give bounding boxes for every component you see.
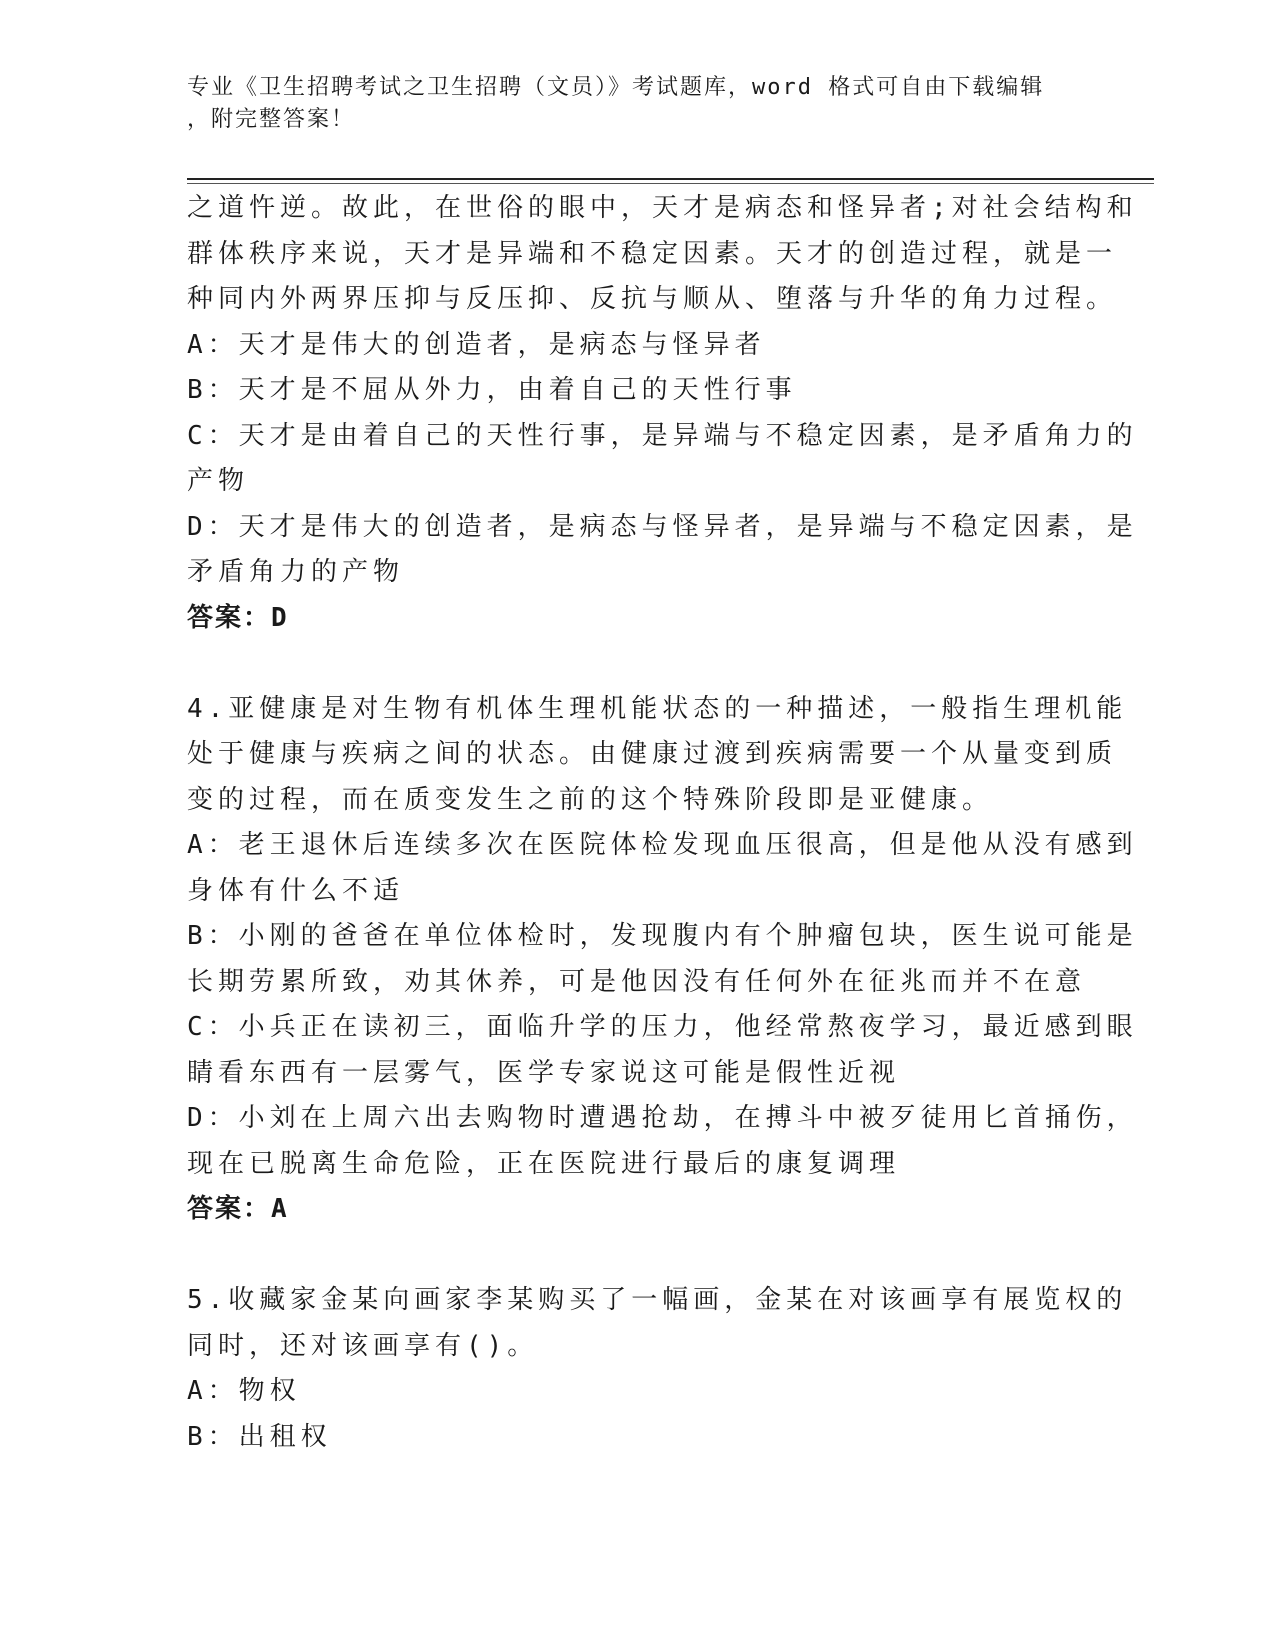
- option-b-continued: 长期劳累所致，劝其休养，可是他因没有任何外在征兆而并不在意: [187, 966, 1087, 997]
- page-header: [187, 72, 1067, 136]
- header-divider: [187, 178, 1154, 180]
- option-b: B：小刚的爸爸在单位体检时，发现腹内有个肿瘤包块，医生说可能是: [187, 921, 1138, 951]
- question-text-line: 变的过程，而在质变发生之前的这个特殊阶段即是亚健康。: [187, 784, 994, 815]
- question-text-line: 同时，还对该画享有()。: [187, 1330, 539, 1361]
- header-divider-secondary: [187, 183, 1154, 184]
- question-3: [187, 186, 1138, 641]
- question-4: [187, 687, 1138, 1233]
- option-a: A：天才是伟大的创造者，是病态与怪异者: [187, 329, 766, 360]
- question-text-line: 种同内外两界压抑与反压抑、反抗与顺从、堕落与升华的角力过程。: [187, 284, 1118, 314]
- document-body: [187, 186, 1138, 1460]
- question-text-line: 之道忤逆。故此，在世俗的眼中，天才是病态和怪异者;对社会结构和: [187, 193, 1138, 223]
- header-line-2: ，附完整答案！: [187, 107, 356, 132]
- answer: 答案：D: [187, 602, 289, 633]
- option-a: A：物权: [187, 1376, 301, 1406]
- option-a-continued: 身体有什么不适: [187, 875, 405, 906]
- question-text-line: 群体秩序来说，天才是异端和不稳定因素。天才的创造过程，就是一: [187, 238, 1118, 269]
- option-d: D：天才是伟大的创造者，是病态与怪异者，是异端与不稳定因素，是: [187, 511, 1138, 542]
- option-c-continued: 产物: [187, 466, 250, 496]
- question-text-line: 4.亚健康是对生物有机体生理机能状态的一种描述，一般指生理机能: [187, 693, 1128, 724]
- header-line-1: 专业《卫生招聘考试之卫生招聘（文员）》考试题库，word 格式可自由下载编辑: [187, 75, 1045, 100]
- question-text-line: 处于健康与疾病之间的状态。由健康过渡到疾病需要一个从量变到质: [187, 739, 1118, 769]
- question-5: [187, 1278, 1128, 1460]
- question-text-line: 5.收藏家金某向画家李某购买了一幅画，金某在对该画享有展览权的: [187, 1285, 1128, 1315]
- option-b: B：出租权: [187, 1421, 332, 1452]
- option-c: C：天才是由着自己的天性行事，是异端与不稳定因素，是矛盾角力的: [187, 420, 1138, 451]
- answer: 答案：A: [187, 1194, 289, 1224]
- option-c-continued: 睛看东西有一层雾气，医学专家说这可能是假性近视: [187, 1057, 901, 1088]
- option-a: A：老王退休后连续多次在医院体检发现血压很高，但是他从没有感到: [187, 830, 1138, 860]
- option-d-continued: 现在已脱离生命危险，正在医院进行最后的康复调理: [187, 1148, 901, 1179]
- option-c: C：小兵正在读初三，面临升学的压力，他经常熬夜学习，最近感到眼: [187, 1012, 1138, 1042]
- option-b: B：天才是不屈从外力，由着自己的天性行事: [187, 375, 797, 405]
- option-d-continued: 矛盾角力的产物: [187, 557, 405, 587]
- option-d: D：小刘在上周六出去购物时遭遇抢劫，在搏斗中被歹徒用匕首捅伤，: [187, 1103, 1138, 1133]
